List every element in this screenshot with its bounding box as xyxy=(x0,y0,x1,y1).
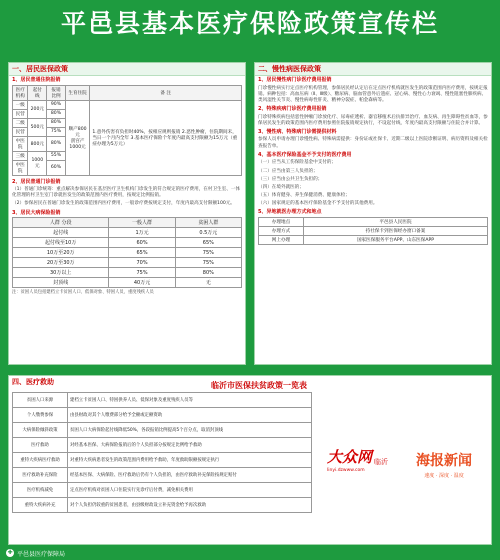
th-ratio: 报销比例 xyxy=(47,85,66,100)
section-serious-title: 3、居民大病保险报销 xyxy=(12,209,61,216)
table-cell: 网上办理 xyxy=(259,235,304,244)
agency-emblem-icon: ✚ xyxy=(7,549,13,556)
table-row xyxy=(13,393,312,408)
th-birth: 生育住院 xyxy=(65,85,90,100)
table-row xyxy=(13,258,242,268)
birth-cell xyxy=(65,100,90,175)
table-cell: 中医院 xyxy=(13,160,28,175)
table-row xyxy=(13,498,312,513)
table-cell: 65% xyxy=(175,238,241,248)
exclusion-title: 4、基本医疗保险基金不予支付的医疗费用 xyxy=(258,151,352,158)
row-text: 对经基本医保、大病保险报销后的个人负担部分按规定比例给予救助 xyxy=(68,438,312,453)
row-label: 大病保险倾斜政策 xyxy=(13,423,68,438)
row-label: 医疗救助补充保险 xyxy=(13,468,68,483)
row-text: 定点医疗机构对贫困人口住院实行先诊疗后付费，减免相关费用 xyxy=(68,483,312,498)
table-cell: 办理方式 xyxy=(259,226,304,235)
row-label: 重特大疾病补充 xyxy=(13,498,68,513)
table-cell: 90% xyxy=(47,100,66,109)
table-cell: 中医院 xyxy=(13,136,28,151)
table-row xyxy=(13,248,242,258)
birth-cesarean: 剖宫产1000元 xyxy=(69,138,86,150)
chronic-text: 门诊慢性病实行定点医疗机构管理，参保居民经认定后在定点医疗机构就医发生的政策范围内医疗费用，按规定报销。病种包括：高血压病（Ⅱ、Ⅲ级）、糖尿病、脑血管意外后遗症、冠心病、慢性心力衰竭、慢性阻塞性肺疾病、类风湿性关节炎、慢性病毒性肝炎、精神分裂症、帕金森病等。 xyxy=(258,85,488,103)
th-threshold: 起付线 xyxy=(28,85,47,100)
exclusion-item: （四）在境外就医的； xyxy=(258,184,304,190)
exclusion-item: （三）应当由公共卫生负担的； xyxy=(258,176,323,182)
left-panel xyxy=(8,62,246,365)
table-row xyxy=(259,226,488,235)
left-panel-title: 一、居民医保政策 xyxy=(9,63,245,76)
exclusion-item: （五）体育健身、养生保健消费、健康体检； xyxy=(258,193,350,199)
news-logo xyxy=(401,450,487,486)
page-header xyxy=(0,0,500,44)
table-cell: 500元 xyxy=(28,118,47,136)
outpatient-text-2: （2）参保居民在普通门诊发生的政策范围内医疗费用，一般诊疗费按规定支付，年度内最高支付限额100元。 xyxy=(12,201,236,207)
table-cell: 持社保卡到医保经办窗口备案 xyxy=(304,226,488,235)
inpatient-table xyxy=(12,85,242,176)
row-label: 医疗救助 xyxy=(13,438,68,453)
materials-text: 参保人员申请办理门诊慢性病、特殊病需提供：身份证或社保卡、近期二级以上医院诊断证明、病历资料及相关检查报告单。 xyxy=(258,137,488,149)
special-text: 门诊特殊疾病包括恶性肿瘤门诊放化疗、尿毒症透析、器官移植术后抗排异治疗、血友病、再生障碍性贫血等，参保居民发生的政策范围内医疗费用参照住院报销规定执行，不设起付线，年度内最高支付限额与住院合并计算。 xyxy=(258,114,488,126)
assistance-table xyxy=(12,392,312,513)
table-cell: 起付线至10万 xyxy=(13,238,109,248)
table-cell: 无 xyxy=(175,278,241,288)
table-cell: 65% xyxy=(109,248,175,258)
logo-url: linyi.dzwww.com xyxy=(327,468,365,473)
table-cell: 75% xyxy=(109,268,175,278)
table-cell: 200元 xyxy=(28,100,47,118)
bottom-center-title: 临沂市医保扶贫政策一览表 xyxy=(211,381,307,390)
row-text: 经基本医保、大病保险、医疗救助后仍有个人负担的，由医疗救助补充保险按规定赔付 xyxy=(68,468,312,483)
table-cell: 办理地点 xyxy=(259,217,304,226)
table-row xyxy=(13,278,242,288)
table-cell: 55% xyxy=(47,151,66,160)
materials-title: 3、慢性病、特殊病门诊需提供材料 xyxy=(258,128,337,135)
th-segment: 人群 分段 xyxy=(13,218,109,228)
special-title: 2、特殊疾病门诊医疗费用报销 xyxy=(258,106,327,113)
section-outpatient-title: 2、居民普通门诊报销 xyxy=(12,178,61,185)
row-text: 贫困人口大病保险起付线降低50%，各段报销比例提高5个百分点，取消封顶线 xyxy=(68,423,312,438)
table-cell: 二级 xyxy=(13,118,28,127)
remote-table-wrap xyxy=(255,217,491,245)
right-panel xyxy=(254,62,492,365)
table-cell: 国家医保服务平台APP、山东医保APP xyxy=(304,235,488,244)
table-row xyxy=(13,468,312,483)
table-row xyxy=(13,238,242,248)
table-cell: 起付线 xyxy=(13,228,109,238)
logo-mark: 大众网 xyxy=(327,448,373,466)
th-remark: 备 注 xyxy=(90,85,242,100)
exclusion-item: （二）应当由第三人负担的； xyxy=(258,168,318,174)
th-poor: 贫困人群 xyxy=(175,218,241,228)
th-general: 一般人群 xyxy=(109,218,175,228)
table-cell: 民营 xyxy=(13,127,28,136)
row-text: 对重特大疾病患者发生的政策范围内费用给予救助，年度救助限额按规定执行 xyxy=(68,453,312,468)
news-title: 海报新闻 xyxy=(416,453,472,469)
table-cell: 1000元 xyxy=(28,151,47,175)
table-cell: 75% xyxy=(47,127,66,136)
row-text: 建档立卡贫困人口、特困供养人员、低保对象及重度残疾人员等 xyxy=(68,393,312,408)
exclusion-item: （一）应当从工伤保险基金中支付的； xyxy=(258,160,337,166)
row-label: 个人缴费参保 xyxy=(13,408,68,423)
table-cell: 80% xyxy=(47,109,66,118)
footer xyxy=(6,548,65,558)
remote-table xyxy=(258,217,488,245)
table-cell: 0.5万元 xyxy=(175,228,241,238)
table-row xyxy=(13,268,242,278)
row-label: 贫困人口来源 xyxy=(13,393,68,408)
remark-cell: 1.意外伤害有负担时40%，按相应规则报销 2.恶性肿瘤，住院期间未，当日一个月内全年 3.基本医疗保险个年度内最高支付限额为15万元（重症办理为5万元） xyxy=(90,100,242,175)
table-cell: 10万至20万 xyxy=(13,248,109,258)
table-cell: 封顶线 xyxy=(13,278,109,288)
birth-normal: 顺产800元 xyxy=(68,126,87,138)
table-row xyxy=(259,235,488,244)
right-panel-title: 二、慢性病医保政策 xyxy=(255,63,491,76)
table-cell: 1万元 xyxy=(109,228,175,238)
table-cell: 60% xyxy=(47,160,66,175)
th-institution: 医疗机构 xyxy=(13,85,28,100)
table-row xyxy=(13,483,312,498)
table-cell: 80% xyxy=(47,118,66,127)
serious-table xyxy=(12,217,242,288)
table-cell: 80% xyxy=(175,268,241,278)
table-row xyxy=(13,438,312,453)
table-cell: 三级 xyxy=(13,151,28,160)
exclusion-item: （六）国家规定的基本医疗保险基金不予支付的其他费用。 xyxy=(258,201,378,207)
table-row xyxy=(13,453,312,468)
table-cell: 75% xyxy=(175,258,241,268)
page-title: 平邑县基本医疗保险政策宣传栏 xyxy=(60,9,439,38)
table-row xyxy=(259,217,488,226)
exclusion-list xyxy=(255,159,491,208)
chronic-title: 1、居民慢性病门诊医疗费用报销 xyxy=(258,77,332,83)
table-cell: 30万以上 xyxy=(13,268,109,278)
bottom-panel xyxy=(8,375,492,545)
row-text: 由县财政对其个人缴费部分给予全额或定额资助 xyxy=(68,408,312,423)
table-cell: 70% xyxy=(109,258,175,268)
news-subtitle: 速度 · 深度 · 温度 xyxy=(424,473,464,479)
row-label: 医疗机构减免 xyxy=(13,483,68,498)
table-cell: 一级 xyxy=(13,100,28,109)
table-cell: 民营 xyxy=(13,109,28,118)
footer-text: 平邑县医疗保障局 xyxy=(17,550,66,558)
serious-table-wrap xyxy=(9,217,245,288)
inpatient-table-wrap xyxy=(9,85,245,176)
outpatient-text-1: （1）普通门诊统筹：重点解决参保居民在基层医疗卫生机构门诊发生的符合规定的医疗费用，在村卫生室、一体化管理的村卫生室门诊就医发生的政策范围内医疗费用，按规定比例报销。 xyxy=(12,187,241,199)
serious-note: 注：贫困人员包括建档立卡贫困人口、低保对象、特困人员、重度残疾人员 xyxy=(12,290,154,296)
table-cell: 20万至30万 xyxy=(13,258,109,268)
table-cell: 800元 xyxy=(28,136,47,151)
table-cell: 平邑县人民医院 xyxy=(304,217,488,226)
remote-title: 5、异地就医办理方式和地点 xyxy=(258,209,322,216)
table-row xyxy=(13,228,242,238)
section-inpatient-title: 1、居民普通住院报销 xyxy=(12,77,61,83)
table-cell: 40万元 xyxy=(109,278,175,288)
table-row xyxy=(13,423,312,438)
logo-city: 临沂 xyxy=(374,458,389,466)
table-row xyxy=(13,408,312,423)
table-row xyxy=(13,100,242,109)
bottom-panel-title: 四、医疗救助 xyxy=(9,376,109,388)
table-cell: 75% xyxy=(175,248,241,258)
row-label: 重特大疾病医疗救助 xyxy=(13,453,68,468)
table-cell: 60% xyxy=(109,238,175,248)
table-cell: 80% xyxy=(47,136,66,151)
assistance-table-wrap xyxy=(12,392,312,513)
row-text: 对个人负担仍较重的贫困患者，由县级财政设立补充资金给予再次救助 xyxy=(68,498,312,513)
dazhong-logo xyxy=(327,446,397,488)
